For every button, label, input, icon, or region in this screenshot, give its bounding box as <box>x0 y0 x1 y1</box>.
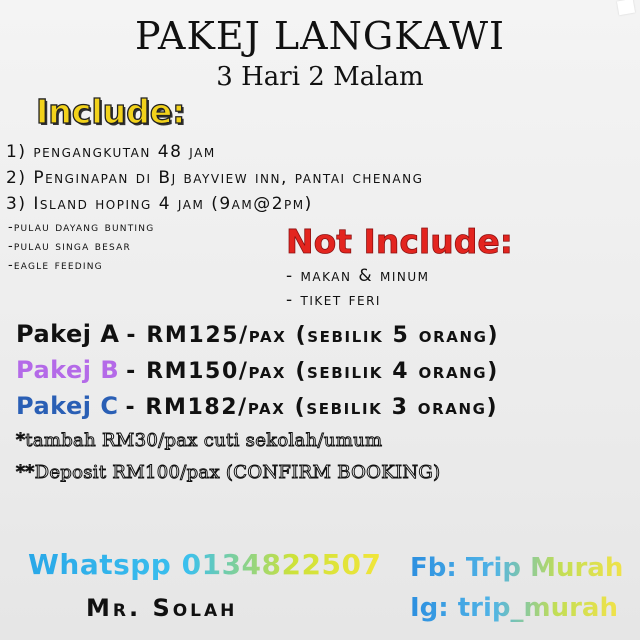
page-subtitle: 3 Hari 2 Malam <box>216 62 424 92</box>
pakej-a-price: - RM125/pax (sebilik 5 orang) <box>126 323 500 348</box>
note-deposit: **Deposit RM100/pax (CONFIRM BOOKING) <box>16 462 441 483</box>
instagram-handle: Ig: trip_murah <box>410 593 618 623</box>
pakej-a-label: Pakej A <box>16 320 120 348</box>
island-stop-1: -pulau dayang bunting <box>8 220 155 235</box>
island-stop-3: -eagle feeding <box>8 258 103 273</box>
pakej-b-price: - RM150/pax (sebilik 4 orang) <box>126 359 499 384</box>
include-heading: Include: <box>36 92 186 131</box>
pakej-c-row <box>16 392 498 420</box>
pakej-c-price: - RM182/pax (sebilik 3 orang) <box>125 395 499 420</box>
include-item-3: 3) Island hoping 4 jam (9am@2pm) <box>6 194 313 214</box>
facebook-handle: Fb: Trip Murah <box>410 553 624 583</box>
pakej-a-row <box>16 320 499 348</box>
pakej-b-label: Pakej B <box>16 356 120 384</box>
page-title: PAKEJ LANGKAWI <box>134 14 506 58</box>
not-include-heading: Not Include: <box>286 222 513 261</box>
pakej-b-row <box>16 356 499 384</box>
not-include-item-1: - makan & minum <box>286 266 430 286</box>
island-stop-2: -pulau singa besar <box>8 239 131 254</box>
note-public-holiday: *tambah RM30/pax cuti sekolah/umum <box>16 430 383 451</box>
include-item-1: 1) pengangkutan 48 jam <box>6 142 216 162</box>
not-include-item-2: - tiket feri <box>286 290 381 310</box>
corner-paper-mark <box>617 0 635 15</box>
whatsapp-number: Whatspp 0134822507 <box>28 548 382 581</box>
pakej-c-label: Pakej C <box>16 392 119 420</box>
include-item-2: 2) Penginapan di Bj bayview inn, pantai chenang <box>6 168 424 188</box>
contact-name: Mr. Solah <box>86 594 238 622</box>
